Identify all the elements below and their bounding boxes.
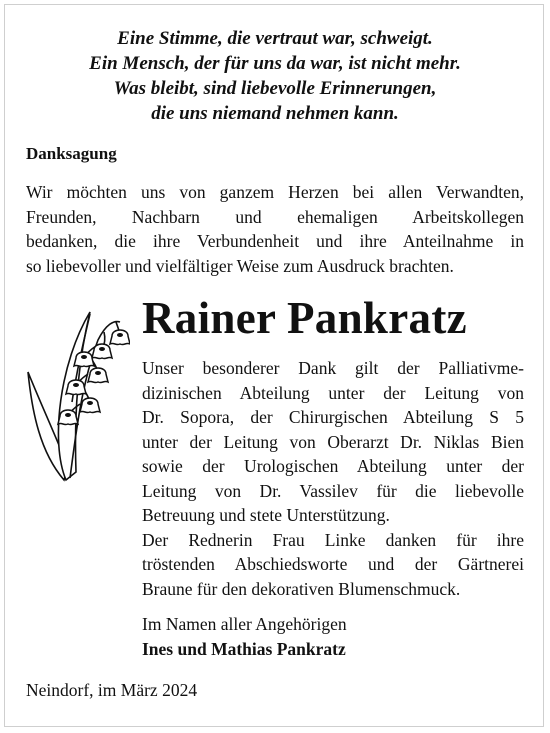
intro-line: Wir möchten uns von ganzem Herzen bei allen Verwandten, xyxy=(26,182,524,202)
signature-block xyxy=(142,612,347,661)
thanks-line: dizinischen Abteilung unter der Leitung von xyxy=(142,382,524,403)
thanks-line: tröstenden Abschiedsworte und der Gärtnerei xyxy=(142,554,524,574)
poem-line: Ein Mensch, der für uns da war, ist nicht mehr. xyxy=(89,53,461,74)
signature-names: Ines und Mathias Pankratz xyxy=(142,638,346,659)
deceased-name: Rainer Pankratz xyxy=(142,293,467,343)
intro-line: so liebevoller und vielfältiger Weise zum Ausdruck brachten. xyxy=(26,255,454,276)
poem-line: Was bleibt, sind liebevolle Erinnerungen, xyxy=(113,78,437,99)
thanks-line: sowie der Urologischen Abteilung unter der xyxy=(142,456,524,476)
lily-of-the-valley-icon xyxy=(20,302,130,482)
thanks-paragraph xyxy=(142,356,524,601)
intro-line: Freunden, Nachbarn und ehemaligen Arbeitskollegen xyxy=(26,206,524,227)
thanks-line: Braune für den dekorativen Blumenschmuck. xyxy=(142,578,461,599)
thanks-line: Der Rednerin Frau Linke danken für ihre xyxy=(142,529,524,550)
signature-intro: Im Namen aller Angehörigen xyxy=(142,614,347,634)
intro-line: bedanken, die ihre Verbundenheit und ihre Anteilnahme in xyxy=(26,231,524,251)
poem-line: Eine Stimme, die vertraut war, schweigt. xyxy=(117,28,433,49)
place-date: Neindorf, im März 2024 xyxy=(26,680,198,700)
thanks-line: Dr. Sopora, der Chirurgischen Abteilung S 5 xyxy=(142,407,524,427)
thanks-line: Unser besonderer Dank gilt der Palliativme- xyxy=(142,358,524,378)
thanks-line: Betreuung und stete Unterstützung. xyxy=(142,505,390,525)
poem-line: die uns niemand nehmen kann. xyxy=(151,103,399,124)
thanks-line: unter der Leitung von Oberarzt Dr. Niklas Bien xyxy=(142,431,524,452)
thanks-line: Leitung von Dr. Vassilev für die liebevolle xyxy=(142,480,524,501)
heading-danksagung: Danksagung xyxy=(26,144,117,163)
intro-paragraph xyxy=(26,180,524,278)
poem xyxy=(0,26,550,126)
